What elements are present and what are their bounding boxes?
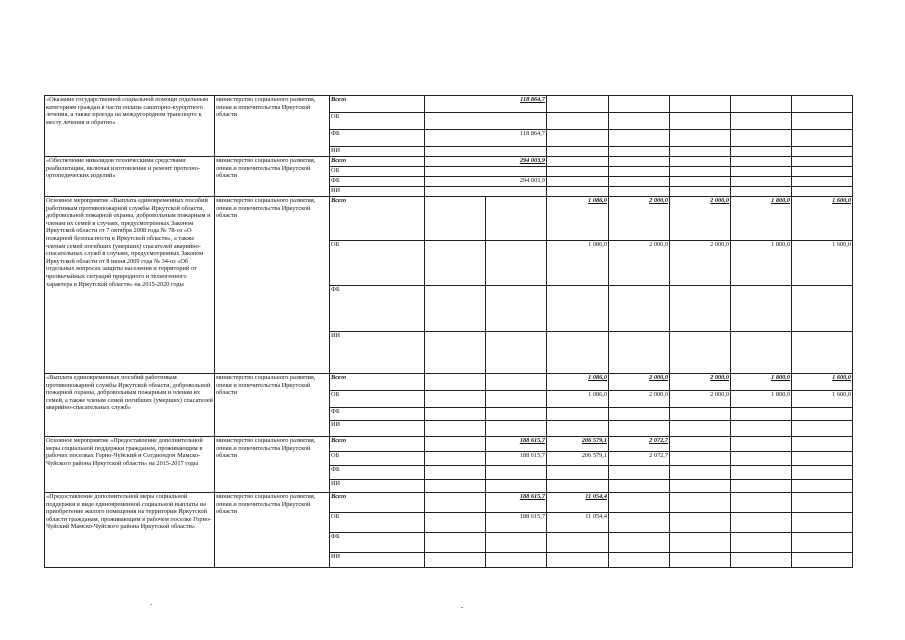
value-cell: [425, 466, 486, 480]
value-cell: [425, 553, 486, 568]
value-cell: [731, 437, 792, 452]
executor-name: министерство социального развития, опеки и попечительства Иркутской области: [215, 157, 330, 197]
activity-name: «Оказание государственной социальной помощи отдельным категориям граждан в части оплаты санаторно-курортного лечения, а также проезда на междугородном транспорте к месту лечения и обратно»: [45, 96, 215, 157]
activity-name: Основное мероприятие «Предоставление дополнительной меры социальной поддержки гражданам, проживающим в рабочих поселках Горно-Чуйский и Согдиондон Мамско-Чуйского района Иркутской области» на 2015-2017 годы: [45, 437, 215, 493]
value-cell: [425, 493, 486, 513]
value-cell: 294 003,9: [425, 157, 547, 167]
value-cell: [547, 553, 609, 568]
value-cell: [609, 533, 670, 553]
value-cell: 1 800,0: [731, 374, 792, 391]
value-cell: [670, 177, 731, 187]
value-cell: [425, 241, 486, 286]
value-cell: 2 000,0: [609, 391, 670, 408]
executor-name: министерство социального развития, опеки и попечительства Иркутской области: [215, 197, 330, 374]
table-row: [45, 374, 853, 391]
value-cell: [792, 408, 853, 421]
value-cell: [670, 187, 731, 197]
value-cell: [731, 466, 792, 480]
funding-source-label: ФБ: [330, 286, 425, 332]
value-cell: [731, 177, 792, 187]
value-cell: [609, 332, 670, 374]
funding-source-label: ОБ: [330, 452, 425, 466]
value-cell: [486, 408, 547, 421]
value-cell: 2 000,0: [670, 241, 731, 286]
value-cell: [792, 466, 853, 480]
funding-source-label: ОБ: [330, 241, 425, 286]
value-cell: 118 864,7: [425, 96, 547, 113]
value-cell: [425, 408, 486, 421]
value-cell: [731, 408, 792, 421]
value-cell: [670, 513, 731, 533]
value-cell: [792, 286, 853, 332]
value-cell: [486, 480, 547, 493]
funding-source-label: Всего: [330, 374, 425, 391]
value-cell: [731, 553, 792, 568]
funding-source-label: ИИ: [330, 187, 425, 197]
value-cell: [425, 391, 486, 408]
value-cell: [670, 480, 731, 493]
value-cell: [609, 466, 670, 480]
value-cell: [792, 157, 853, 167]
value-cell: [486, 421, 547, 437]
value-cell: [547, 332, 609, 374]
value-cell: [670, 553, 731, 568]
value-cell: [731, 452, 792, 466]
value-cell: [425, 197, 486, 241]
value-cell: [486, 391, 547, 408]
value-cell: [792, 421, 853, 437]
scan-dot: [150, 604, 152, 605]
value-cell: 11 054,4: [547, 513, 609, 533]
value-cell: [731, 130, 792, 147]
value-cell: 1 086,0: [547, 374, 609, 391]
value-cell: [731, 513, 792, 533]
value-cell: [486, 241, 547, 286]
funding-source-label: Всего: [330, 157, 425, 167]
value-cell: [486, 533, 547, 553]
value-cell: [792, 437, 853, 452]
value-cell: [609, 187, 670, 197]
value-cell: [486, 286, 547, 332]
value-cell: [731, 187, 792, 197]
funding-source-label: ИИ: [330, 480, 425, 493]
value-cell: [425, 286, 486, 332]
value-cell: [731, 332, 792, 374]
funding-source-label: ОБ: [330, 391, 425, 408]
value-cell: [609, 147, 670, 157]
value-cell: 2 000,0: [609, 241, 670, 286]
value-cell: [731, 113, 792, 130]
value-cell: [609, 286, 670, 332]
value-cell: [547, 147, 609, 157]
value-cell: [609, 113, 670, 130]
value-cell: [425, 113, 547, 130]
scan-dot: [461, 607, 463, 608]
value-cell: 1 600,0: [792, 241, 853, 286]
value-cell: [670, 147, 731, 157]
value-cell: [425, 452, 486, 466]
funding-source-label: ОБ: [330, 167, 425, 177]
value-cell: [547, 96, 609, 113]
value-cell: [547, 408, 609, 421]
value-cell: [425, 167, 547, 177]
value-cell: [670, 167, 731, 177]
value-cell: [670, 533, 731, 553]
value-cell: [609, 130, 670, 147]
executor-name: министерство социального развития, опеки и попечительства Иркутской области: [215, 437, 330, 493]
activity-name: «Предоставление дополнительной меры социальной поддержки в виде единовременной социальной выплаты на приобретение жилого помещения на территории Иркутской области гражданам, проживающим в рабочем поселке Горно-Чуйский Мамско-Чуйского района Иркутской области»: [45, 493, 215, 568]
value-cell: [792, 177, 853, 187]
value-cell: [425, 533, 486, 553]
value-cell: [547, 167, 609, 177]
table-row: [45, 157, 853, 167]
value-cell: [792, 113, 853, 130]
value-cell: [547, 113, 609, 130]
funding-source-label: ОБ: [330, 513, 425, 533]
value-cell: [731, 147, 792, 157]
value-cell: [792, 533, 853, 553]
value-cell: [731, 480, 792, 493]
value-cell: [792, 332, 853, 374]
value-cell: 2 000,0: [609, 197, 670, 241]
funding-source-label: Всего: [330, 96, 425, 113]
value-cell: 1 600,0: [792, 391, 853, 408]
activity-name: «Обеспечение инвалидов техническими средствами реабилитации, включая изготовление и ремонт протезно-ортопедических изделий»: [45, 157, 215, 197]
funding-source-label: ИИ: [330, 421, 425, 437]
value-cell: [547, 533, 609, 553]
value-cell: [486, 553, 547, 568]
value-cell: [792, 147, 853, 157]
value-cell: [609, 408, 670, 421]
value-cell: [547, 421, 609, 437]
value-cell: 188 615,7: [486, 493, 547, 513]
value-cell: [547, 480, 609, 493]
funding-source-label: Всего: [330, 493, 425, 513]
table-row: [45, 96, 853, 113]
value-cell: [731, 421, 792, 437]
value-cell: [731, 96, 792, 113]
value-cell: 2 000,0: [670, 197, 731, 241]
value-cell: [731, 167, 792, 177]
table-row: [45, 197, 853, 241]
value-cell: 206 579,1: [547, 452, 609, 466]
value-cell: [609, 167, 670, 177]
value-cell: [609, 553, 670, 568]
value-cell: [609, 157, 670, 167]
value-cell: [670, 466, 731, 480]
value-cell: [547, 130, 609, 147]
funding-source-label: Всего: [330, 437, 425, 452]
value-cell: 2 072,7: [609, 437, 670, 452]
value-cell: [792, 493, 853, 513]
value-cell: 1 800,0: [731, 391, 792, 408]
value-cell: [547, 466, 609, 480]
activity-name: Основное мероприятие «Выплата единовременных пособий работникам противопожарной службы Иркутской области, добровольной пожарной охраны, добровольным пожарным и членам их семей в случаях, предусмотренных Законом Иркутской области от 7 октября 2008 года № 78-оз «О пожарной безопасности в Иркутской области», а также членам семей погибших (умерших) спасателей аварийно-спасательных служб в случаях, предусмотренных Законом Иркутской области от 8 июня 2009 года № 34-оз «Об отдельных вопросах защиты населения и территорий от чрезвычайных ситуаций природного и техногенного характера в Иркутской области» на 2015-2020 годы: [45, 197, 215, 374]
value-cell: [731, 286, 792, 332]
value-cell: 188 615,7: [486, 452, 547, 466]
value-cell: [547, 157, 609, 167]
activity-name: «Выплата единовременных пособий работникам противопожарной службы Иркутской области, добровольной пожарной охраны, добровольным пожарным и членам их семей, а также членам семей погибших (умерших) спасателей аварийно-спасательных служб»: [45, 374, 215, 437]
value-cell: 2 000,0: [670, 391, 731, 408]
value-cell: [731, 533, 792, 553]
value-cell: [609, 513, 670, 533]
value-cell: [792, 187, 853, 197]
value-cell: 11 054,4: [547, 493, 609, 513]
value-cell: [486, 466, 547, 480]
executor-name: министерство социального развития, опеки и попечительства Иркутской области: [215, 493, 330, 568]
funding-source-label: ОБ: [330, 113, 425, 130]
value-cell: [792, 480, 853, 493]
value-cell: 2 000,0: [609, 374, 670, 391]
funding-source-label: ИИ: [330, 332, 425, 374]
funding-source-label: ФБ: [330, 130, 425, 147]
funding-source-label: Всего: [330, 197, 425, 241]
executor-name: министерство социального развития, опеки и попечительства Иркутской области: [215, 96, 330, 157]
value-cell: [547, 286, 609, 332]
value-cell: 294 003,9: [425, 177, 547, 187]
value-cell: [792, 96, 853, 113]
funding-source-label: ФБ: [330, 466, 425, 480]
value-cell: [609, 480, 670, 493]
funding-source-label: ФБ: [330, 408, 425, 421]
value-cell: [425, 332, 486, 374]
value-cell: [731, 493, 792, 513]
value-cell: 118 864,7: [425, 130, 547, 147]
value-cell: 1 086,0: [547, 391, 609, 408]
funding-source-label: ФБ: [330, 533, 425, 553]
value-cell: 206 579,1: [547, 437, 609, 452]
value-cell: [670, 130, 731, 147]
value-cell: [609, 493, 670, 513]
value-cell: [670, 421, 731, 437]
value-cell: [792, 452, 853, 466]
value-cell: 2 000,0: [670, 374, 731, 391]
budget-table: [44, 95, 853, 568]
funding-source-label: ФБ: [330, 177, 425, 187]
value-cell: [670, 437, 731, 452]
value-cell: 188 615,7: [486, 437, 547, 452]
value-cell: [670, 96, 731, 113]
value-cell: 1 086,0: [547, 241, 609, 286]
value-cell: [670, 113, 731, 130]
value-cell: [792, 130, 853, 147]
funding-source-label: ИИ: [330, 553, 425, 568]
value-cell: [425, 437, 486, 452]
value-cell: [425, 513, 486, 533]
table-row: [45, 437, 853, 452]
value-cell: 1 800,0: [731, 197, 792, 241]
table-row: [45, 493, 853, 513]
executor-name: министерство социального развития, опеки и попечительства Иркутской области: [215, 374, 330, 437]
value-cell: 2 072,7: [609, 452, 670, 466]
value-cell: [609, 177, 670, 187]
value-cell: [792, 167, 853, 177]
value-cell: [486, 374, 547, 391]
value-cell: 188 615,7: [486, 513, 547, 533]
value-cell: [792, 553, 853, 568]
value-cell: 1 086,0: [547, 197, 609, 241]
value-cell: [425, 480, 486, 493]
value-cell: [670, 286, 731, 332]
value-cell: 1 600,0: [792, 374, 853, 391]
value-cell: [670, 157, 731, 167]
value-cell: [670, 452, 731, 466]
value-cell: [792, 513, 853, 533]
value-cell: [425, 187, 547, 197]
value-cell: [486, 332, 547, 374]
value-cell: [547, 187, 609, 197]
value-cell: [731, 157, 792, 167]
value-cell: [609, 96, 670, 113]
value-cell: [425, 421, 486, 437]
value-cell: 1 800,0: [731, 241, 792, 286]
value-cell: [609, 421, 670, 437]
value-cell: 1 600,0: [792, 197, 853, 241]
value-cell: [547, 177, 609, 187]
value-cell: [425, 147, 547, 157]
value-cell: [486, 197, 547, 241]
value-cell: [425, 374, 486, 391]
value-cell: [670, 408, 731, 421]
value-cell: [670, 493, 731, 513]
value-cell: [670, 332, 731, 374]
funding-source-label: ИИ: [330, 147, 425, 157]
